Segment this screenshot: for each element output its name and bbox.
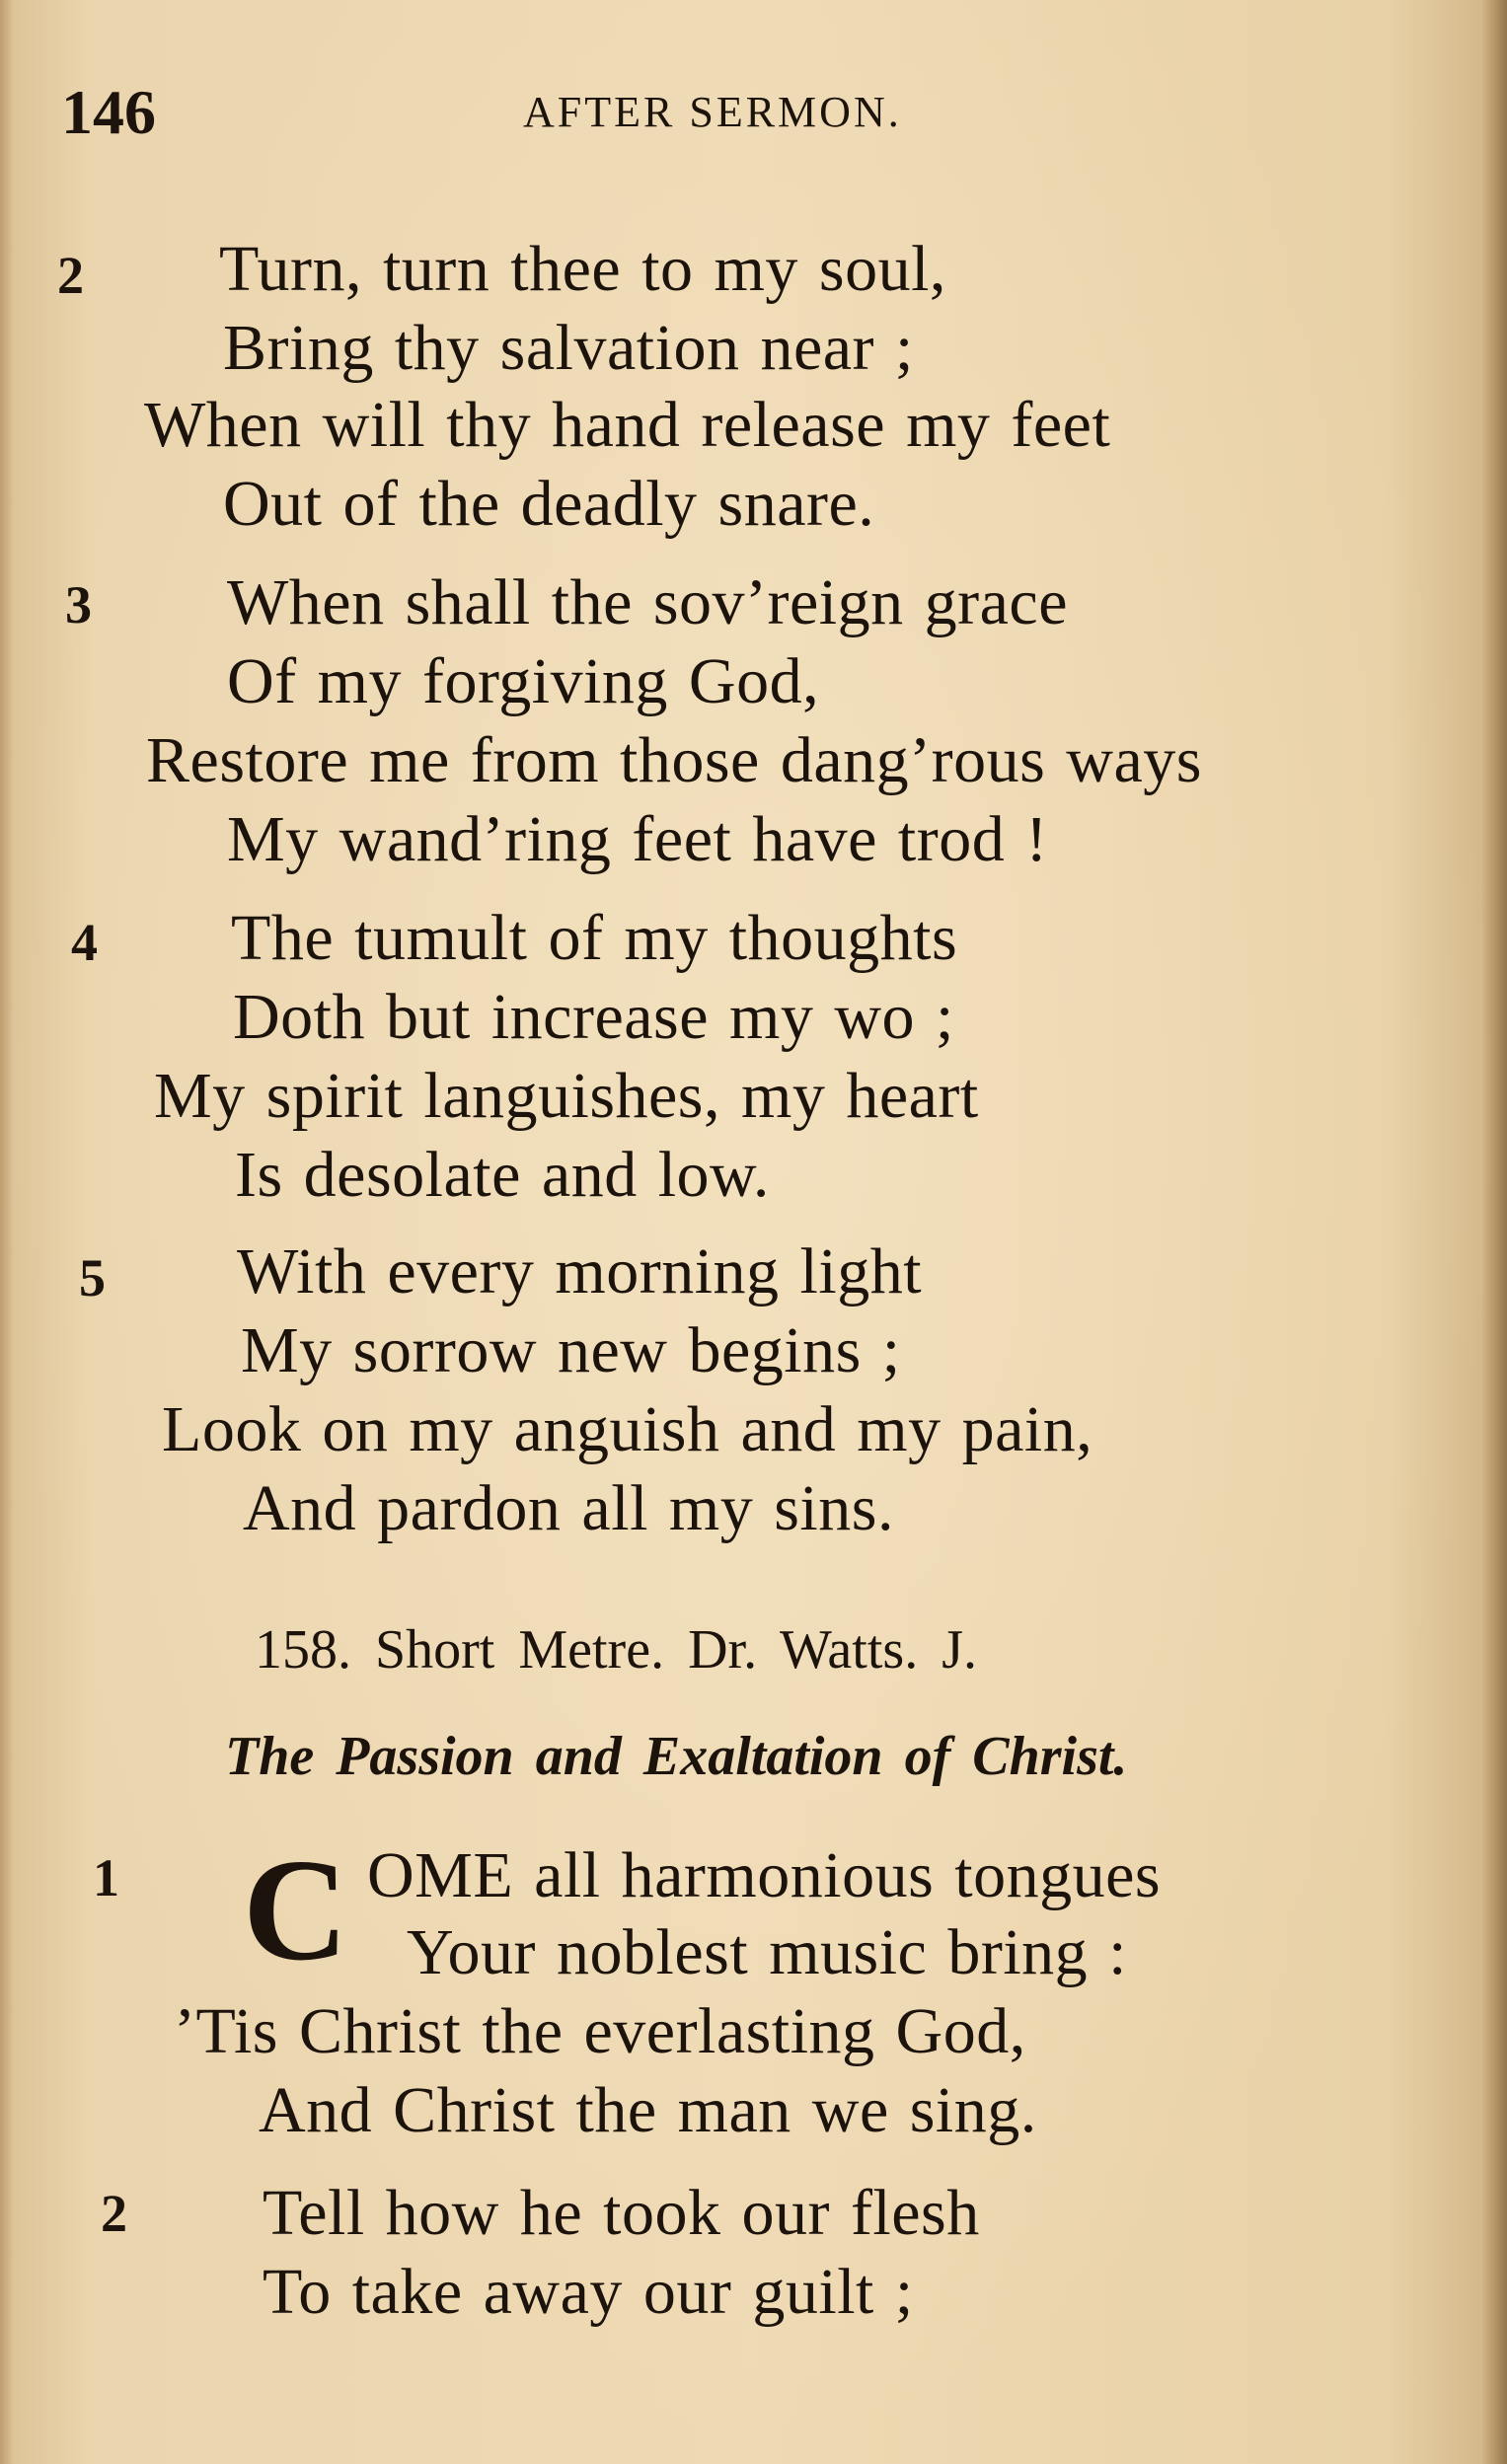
- verse-line: To take away our guilt ;: [263, 2256, 914, 2328]
- verse-line: With every morning light: [237, 1235, 923, 1307]
- running-head: AFTER SERMON.: [523, 88, 902, 136]
- page-edge-right: [1481, 0, 1507, 2464]
- verse-line: When will thy hand release my feet: [144, 389, 1111, 461]
- verse-line: OME all harmonious tongues: [367, 1839, 1162, 1911]
- verse-line: Your noblest music bring :: [407, 1916, 1127, 1988]
- page-edge-left: [0, 0, 14, 2464]
- drop-cap: C: [243, 1829, 348, 1991]
- verse-number: 5: [79, 1248, 106, 1307]
- verse-number: 2: [57, 246, 84, 305]
- verse-number: 1: [93, 1848, 119, 1907]
- verse-line: Is desolate and low.: [235, 1139, 770, 1211]
- verse-line: My sorrow new begins ;: [241, 1314, 901, 1386]
- verse-line: Of my forgiving God,: [227, 645, 820, 717]
- verse-number: 3: [65, 575, 92, 635]
- verse-line: Restore me from those dang’rous ways: [146, 724, 1202, 796]
- page-number: 146: [61, 77, 156, 147]
- verse-line: Bring thy salvation near ;: [223, 312, 914, 384]
- verse-line: Turn, turn thee to my soul,: [219, 233, 946, 305]
- hymn-heading: 158. Short Metre. Dr. Watts. J.: [255, 1619, 977, 1680]
- verse-line: Doth but increase my wo ;: [233, 981, 954, 1053]
- verse-line: Out of the deadly snare.: [223, 468, 875, 540]
- hymn-subtitle: The Passion and Exaltation of Christ.: [225, 1726, 1128, 1787]
- verse-line: ’Tis Christ the everlasting God,: [174, 1995, 1026, 2067]
- verse-line: My wand’ring feet have trod !: [227, 803, 1048, 875]
- verse-line: Look on my anguish and my pain,: [162, 1393, 1093, 1465]
- verse-line: My spirit languishes, my heart: [154, 1060, 979, 1132]
- verse-line: And pardon all my sins.: [243, 1472, 894, 1544]
- verse-number: 2: [101, 2184, 127, 2243]
- verse-number: 4: [71, 913, 98, 972]
- verse-line: The tumult of my thoughts: [231, 902, 958, 974]
- verse-line: Tell how he took our flesh: [263, 2177, 980, 2249]
- verse-line: When shall the sov’reign grace: [227, 566, 1069, 638]
- verse-line: And Christ the man we sing.: [259, 2074, 1037, 2146]
